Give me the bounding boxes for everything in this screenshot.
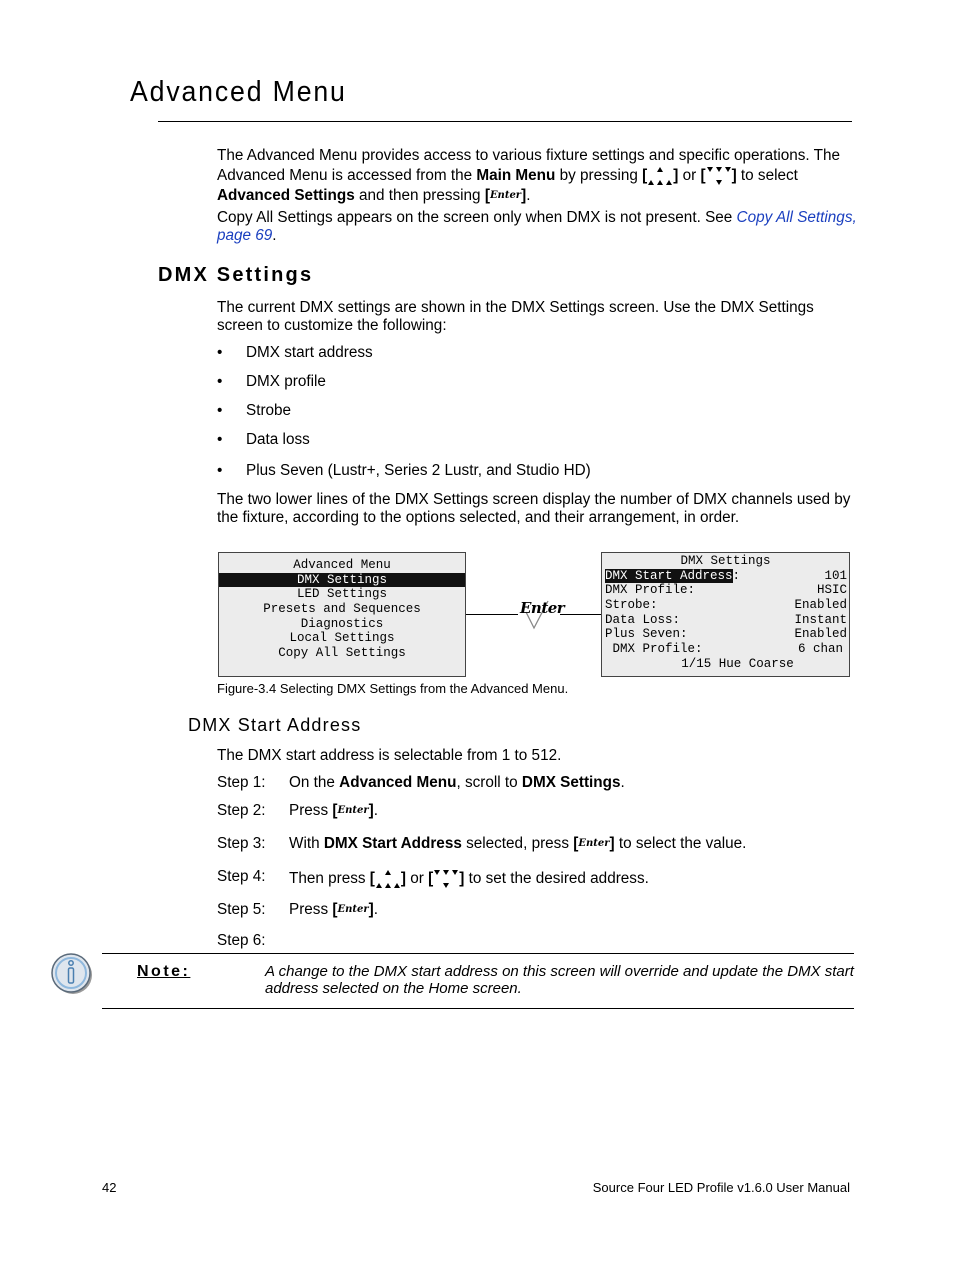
note-text: A change to the DMX start address on this screen will override and update the DMX start address selected on the Home screen. [265, 963, 854, 997]
screen-line: Local Settings [289, 631, 395, 646]
note-bottom-rule [102, 1008, 854, 1009]
screen-line: DMX Profile: HSIC [605, 583, 847, 598]
screen-line-selected: DMX Settings [219, 573, 465, 588]
dmx-settings-paragraph: The current DMX settings are shown in the DMX Settings screen. Use the DMX Settings screen to customize the following: [217, 299, 814, 334]
screen-line: Diagnostics [300, 616, 384, 631]
screen-line: LED Settings [296, 587, 387, 602]
advanced-menu-screen [218, 552, 466, 677]
screen-line: 1/15 Hue Coarse [681, 656, 794, 671]
enter-key-icon: Enter [337, 805, 369, 817]
main-menu-term: Main Menu [476, 166, 556, 184]
screen-line: Plus Seven: Enabled [605, 627, 847, 642]
note-label: Note: [137, 963, 191, 980]
dmx-settings-heading: DMX Settings [158, 264, 314, 286]
title-divider [158, 121, 852, 122]
manual-title: Source Four LED Profile v1.6.0 User Manual [592, 1180, 850, 1195]
copy-all-paragraph: Copy All Settings appears on the screen only when DMX is not present. See Copy All Settings, page 69. [217, 209, 857, 244]
down-arrow-key-icon [706, 165, 732, 187]
figure-caption: Figure-3.4 Selecting DMX Settings from the Advanced Menu. [217, 681, 569, 696]
screen-line: Copy All Settings [278, 646, 406, 661]
start-address-paragraph: The DMX start address is selectable from 1 to 512. [217, 747, 562, 764]
up-arrow-key-icon [647, 165, 673, 187]
up-arrow-key-icon [375, 868, 401, 890]
screen-line: DMX Profile: 6 chan [605, 642, 843, 657]
page-title: Advanced Menu [130, 76, 347, 108]
dmx-lines-paragraph: The two lower lines of the DMX Settings screen display the number of DMX channels used by the fixture, according to the options selected, and their arrangement, in order. [217, 491, 851, 526]
enter-key-icon: Enter [489, 189, 522, 201]
dmx-settings-screen [601, 552, 850, 677]
screen-line: Advanced Menu [293, 558, 391, 572]
screen-title: DMX Settings [680, 554, 771, 568]
info-icon [48, 950, 96, 1003]
dmx-start-address-heading: DMX Start Address [188, 715, 362, 735]
screen-line: Strobe: Enabled [605, 598, 847, 613]
screen-line-selected: DMX Start Address: 101 [605, 568, 847, 583]
screen-line: Data Loss: Instant [605, 612, 847, 627]
copy-all-settings-link[interactable]: Copy All Settings, page 69 [217, 209, 857, 244]
down-arrow-key-icon [433, 868, 459, 890]
enter-key-icon: Enter [518, 597, 560, 631]
intro-paragraph: The Advanced Menu provides access to various fixture settings and specific operations. The Advanced Menu is accessed from the Main Menu by pressing [ ] or [ ] to select Advanced Settings and then pressing [Enter]. [217, 147, 840, 204]
screen-line: Presets and Sequences [263, 602, 421, 617]
page-number: 42 [102, 1180, 117, 1195]
note-top-rule [102, 953, 854, 954]
enter-key-icon: Enter [337, 904, 369, 916]
enter-key-icon: Enter [578, 838, 610, 850]
